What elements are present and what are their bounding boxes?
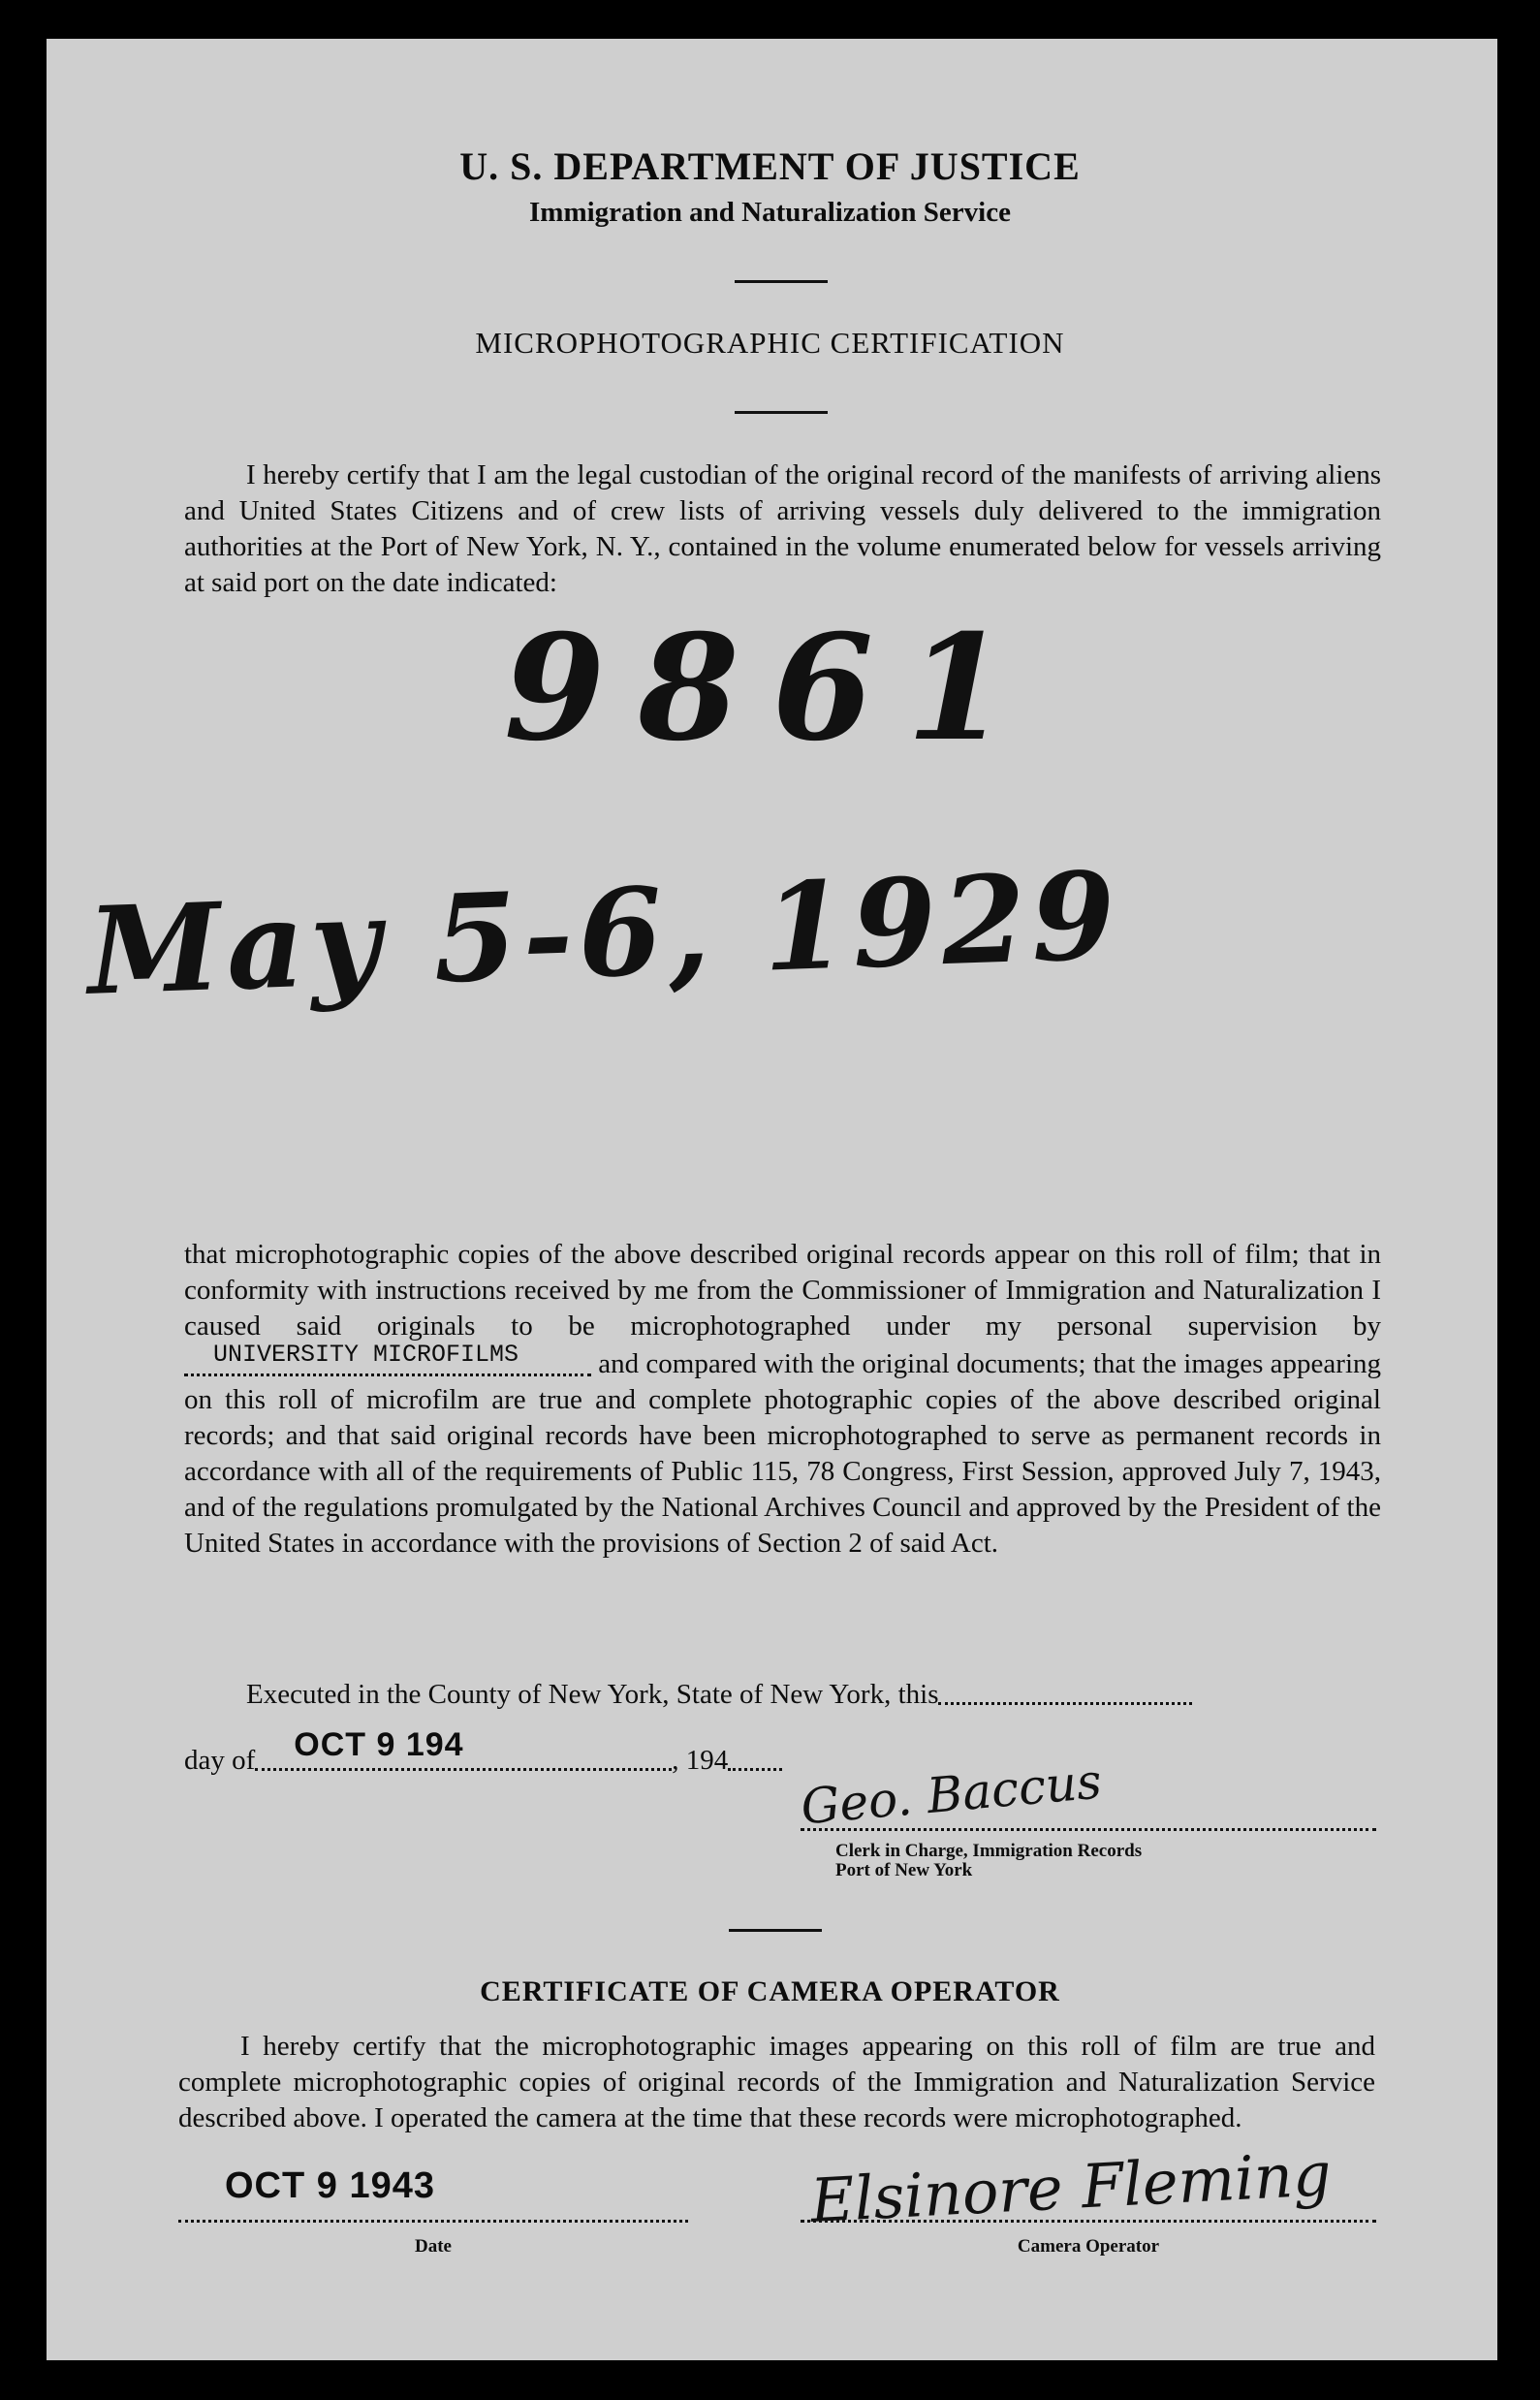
certification-title: MICROPHOTOGRAPHIC CERTIFICATION <box>475 326 1065 360</box>
clerk-location: Port of New York <box>835 1860 973 1880</box>
service-subheading: Immigration and Naturalization Service <box>529 197 1011 228</box>
date-handwritten: May 5-6, 1929 <box>85 845 1123 1023</box>
camera-certificate-body <box>178 2029 1375 2136</box>
executed-text: Executed in the County of New York, State of New York, this <box>246 1679 939 1710</box>
certification-intro <box>184 458 1381 601</box>
year-suffix: , 194 <box>672 1745 729 1776</box>
day-of-field <box>255 1726 672 1771</box>
camera-certificate-title: CERTIFICATE OF CAMERA OPERATOR <box>480 1975 1060 2007</box>
photographer-name: UNIVERSITY MICROFILMS <box>213 1341 519 1369</box>
executed-line <box>184 1677 1381 1713</box>
camera-date-stamp: OCT 9 1943 <box>225 2165 435 2206</box>
camera-certificate-text: I hereby certify that the microphotographic images appearing on this roll of film are true and complete microphotographic copies of original records of the Immigration and Naturalization Service described above. I operated the camera at the time that these records were microphotographed. <box>178 2031 1375 2133</box>
department-heading: U. S. DEPARTMENT OF JUSTICE <box>459 144 1081 188</box>
operator-label: Camera Operator <box>1017 2236 1160 2257</box>
operator-signature-line <box>801 2218 1376 2223</box>
day-of-label: day of <box>184 1745 256 1776</box>
divider <box>729 1929 822 1932</box>
photographer-field <box>184 1341 591 1376</box>
body-start-text: that microphotographic copies of the above described original records appear on this roll of film; that in conformity with instructions received by me from the Commissioner of Immigration and Naturalization I caused said originals to be microphotographed under my personal supervision by <box>184 1239 1381 1342</box>
volume-number-handwritten: 9861 <box>504 603 1041 774</box>
year-field <box>728 1743 782 1771</box>
divider <box>735 280 828 283</box>
divider <box>735 411 828 414</box>
clerk-signature: Geo. Baccus <box>799 1753 1104 1836</box>
date-label: Date <box>415 2236 452 2257</box>
clerk-signature-line <box>801 1826 1376 1831</box>
date-line <box>178 2218 688 2223</box>
executed-day-field <box>938 1677 1192 1705</box>
certification-body <box>184 1237 1381 1562</box>
body-end-text: and compared with the original documents; that the images appearing on this roll of microfilm are true and complete photographic copies of the above described original records; and that said original records have been microphotographed to serve as permanent records in accordance with all of the requirements of Public 115, 78 Congress, First Session, approved July 7, 1943, and of the regulations promulgated by the National Archives Council and approved by the President of the United States in accordance with the provisions of Section 2 of said Act. <box>184 1348 1382 1559</box>
intro-text: I hereby certify that I am the legal custodian of the original record of the manifests of arriving aliens and United States Citizens and of crew lists of arriving vessels duly delivered to the immigration authorities at the Port of New York, N. Y., contained in the volume enumerated below for vessels arriving at said port on the date indicated: <box>184 459 1381 598</box>
document-page <box>47 39 1497 2360</box>
clerk-title: Clerk in Charge, Immigration Records <box>835 1841 1143 1861</box>
operator-signature: Elsinore Fleming <box>808 2137 1334 2237</box>
executed-date-stamp: OCT 9 194 <box>294 1726 464 1763</box>
